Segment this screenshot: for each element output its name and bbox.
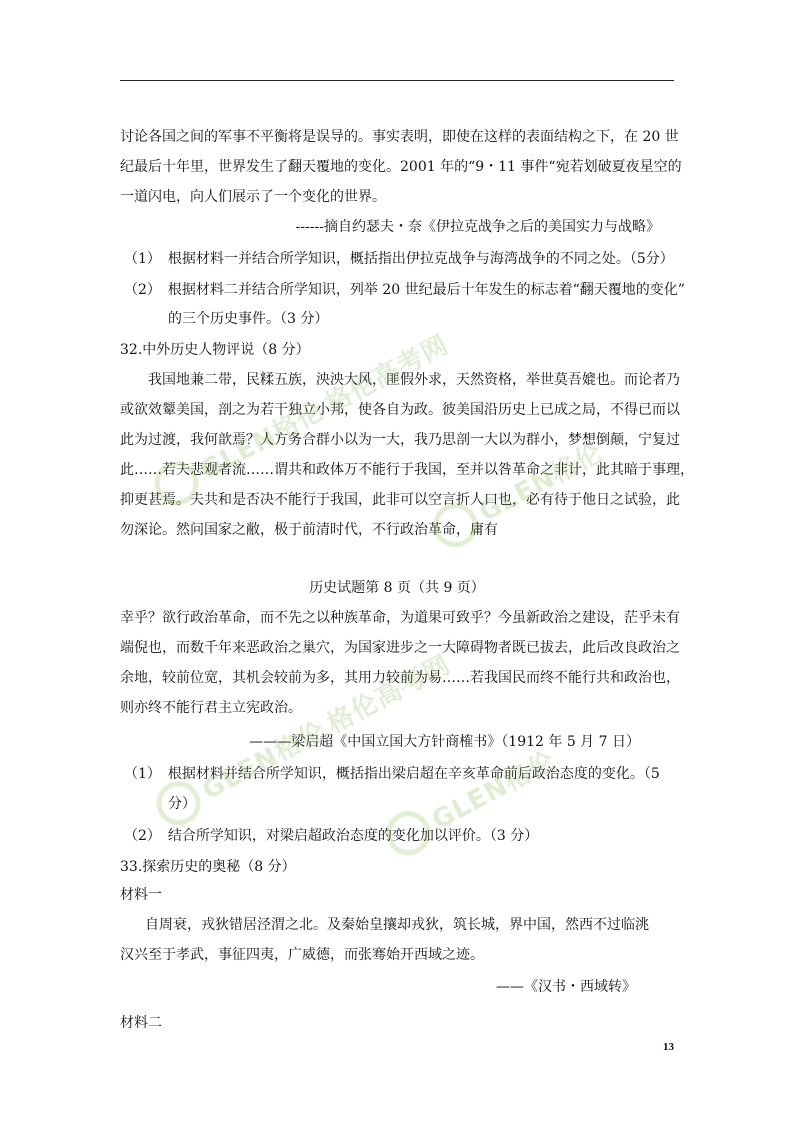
page-footer: 历史试题第 8 页（共 9 页） bbox=[309, 580, 485, 596]
watermark-text: GLEN格伦 bbox=[197, 715, 332, 806]
section-heading: 33.探索历史的奥秘（8 分） bbox=[120, 859, 296, 875]
header-rule bbox=[120, 80, 674, 81]
text-line: 则亦终不能行君主立宪政治。 bbox=[120, 700, 302, 716]
text-line: 汉兴至于孝武，事征四夷，广威德，而张骞始开西域之迹。 bbox=[120, 947, 484, 963]
text-line: 余地，较前位宽，其机会较前为多，其用力较前为易……若我国民而终不能行共和政治也， bbox=[120, 670, 680, 686]
section-heading: 32.中外历史人物评说（8 分） bbox=[120, 342, 310, 358]
watermark-text: GLEN格伦 bbox=[427, 745, 561, 836]
question-item-cont: 的三个历史事件。（3 分） bbox=[168, 311, 329, 327]
text-line: 讨论各国之间的军事不平衡将是误导的。事实表明，即使在这样的表面结构之下，在 20 世 bbox=[120, 129, 679, 145]
text-line: 勿深论。然问国家之敝，极于前清时代，不行政治革命，庸有 bbox=[120, 522, 498, 538]
text-line: 端倪也，而数千年来恶政治之巢穴，为国家进步之一大障碍物者既已拔去，此后改良政治之 bbox=[120, 640, 680, 656]
source-citation: ------摘自约瑟夫・奈《伊拉克战争之后的美国实力与战略》 bbox=[295, 219, 660, 235]
text-line: 一道闪电，向人们展示了一个变化的世界。 bbox=[120, 189, 386, 205]
text-line: 我国地兼二带，民糅五族，泱泱大风，匪假外求，天然资格，举世莫吾媲也。而论者乃 bbox=[148, 372, 680, 388]
text-line: 此……若夫悲观者流……谓共和政体万不能行于我国，至并以咎革命之非计，此其暗于事理， bbox=[120, 462, 694, 478]
question-item-cont: 分） bbox=[168, 796, 196, 812]
watermark-text: GLEN格伦 bbox=[474, 437, 608, 528]
text-line: 自周衰，戎狄错居泾渭之北。及秦始皇攘却戎狄，筑长城，界中国，然西不过临洮 bbox=[145, 917, 649, 933]
text-line: 此为过渡，我何歆焉？人方务合群小以为一大，我乃思剖一大以为群小，梦想倒颠，宁复过 bbox=[120, 432, 680, 448]
watermark-text: 格伦高考网 bbox=[320, 329, 454, 420]
question-item: （1） 根据材料并结合所学知识，概括指出梁启超在辛亥革命前后政治态度的变化。（5 bbox=[124, 766, 660, 782]
page-number: 13 bbox=[663, 1041, 674, 1053]
question-item: （2） 结合所学知识，对梁启超政治态度的变化加以评价。（3 分） bbox=[124, 828, 539, 844]
text-line: 纪最后十年里，世界发生了翻天覆地的变化。2001 年的“9・11 事件“宛若划破夏夜星空的 bbox=[120, 159, 682, 175]
source-citation: ——《汉书・西域转》 bbox=[496, 979, 636, 995]
question-item: （1） 根据材料一并结合所学知识，概括指出伊拉克战争与海湾战争的不同之处。（5分） bbox=[124, 251, 674, 267]
source-citation: ———梁启超《中国立国大方针商榷书》（1912 年 5 月 7 日） bbox=[249, 734, 640, 750]
watermark-text: GLEN格伦 bbox=[195, 395, 330, 486]
material-label: 材料一 bbox=[120, 887, 162, 903]
material-label: 材料二 bbox=[120, 1015, 162, 1031]
text-line: 幸乎？欲行政治革命，而不先之以种族革命，为道果可致乎？今虽新政治之建设，茫乎未有 bbox=[120, 610, 680, 626]
text-line: 抑更甚焉。夫共和是否决不能行于我国，此非可以空言折人口也，必有待于他日之试验，此 bbox=[120, 492, 680, 508]
watermark-text: 格伦高考网 bbox=[322, 649, 456, 740]
text-line: 或欲效颦美国，剖之为若干独立小邦，使各自为政。彼美国沿历史上已成之局，不得已而以 bbox=[120, 402, 680, 418]
question-item: （2） 根据材料二并结合所学知识，列举 20 世纪最后十年发生的标志着“翻天覆地的变化” bbox=[124, 282, 685, 298]
